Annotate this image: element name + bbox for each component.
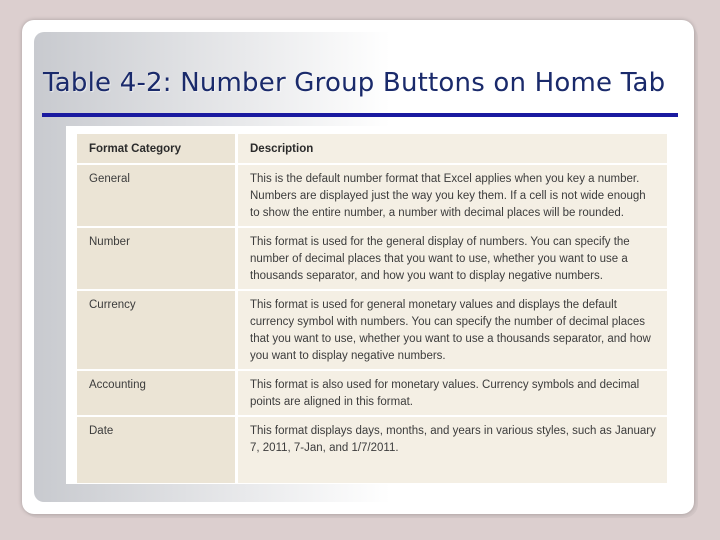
row-description: This format is also used for monetary values. Currency symbols and decimal points are aligned in this format. bbox=[237, 370, 668, 416]
format-table bbox=[77, 134, 667, 483]
table-row bbox=[77, 416, 667, 483]
row-category: Date bbox=[77, 416, 237, 483]
row-category: Currency bbox=[77, 290, 237, 370]
table-row bbox=[77, 164, 667, 227]
header-description: Description bbox=[237, 134, 668, 164]
slide-title: Table 4-2: Number Group Buttons on Home Tab bbox=[43, 68, 666, 98]
row-description: This format is used for general monetary values and displays the default currency symbol with numbers. You can specify the number of decimal places that you want to use, whether you want to use a thousands separator, and how you want to display negative numbers. bbox=[237, 290, 668, 370]
title-underline bbox=[42, 113, 678, 117]
row-category: General bbox=[77, 164, 237, 227]
table-header-row bbox=[77, 134, 667, 164]
row-description: This format displays days, months, and years in various styles, such as January 7, 2011, 7-Jan, and 1/7/2011. bbox=[250, 425, 656, 454]
header-format-category: Format Category bbox=[77, 134, 237, 164]
table-row bbox=[77, 370, 667, 416]
table-row bbox=[77, 290, 667, 370]
row-description: This is the default number format that Excel applies when you key a number. Numbers are displayed just the way you key them. If a cell is not wide enough to show the entire number, a number with decimal places will be rounded. bbox=[237, 164, 668, 227]
row-category: Accounting bbox=[77, 370, 237, 416]
row-category: Number bbox=[77, 227, 237, 290]
row-description: This format is used for the general display of numbers. You can specify the number of decimal places that you want to use, whether you want to use a thousands separator, and how you want to display negative numbers. bbox=[237, 227, 668, 290]
table-row bbox=[77, 227, 667, 290]
table-frame bbox=[66, 126, 678, 484]
